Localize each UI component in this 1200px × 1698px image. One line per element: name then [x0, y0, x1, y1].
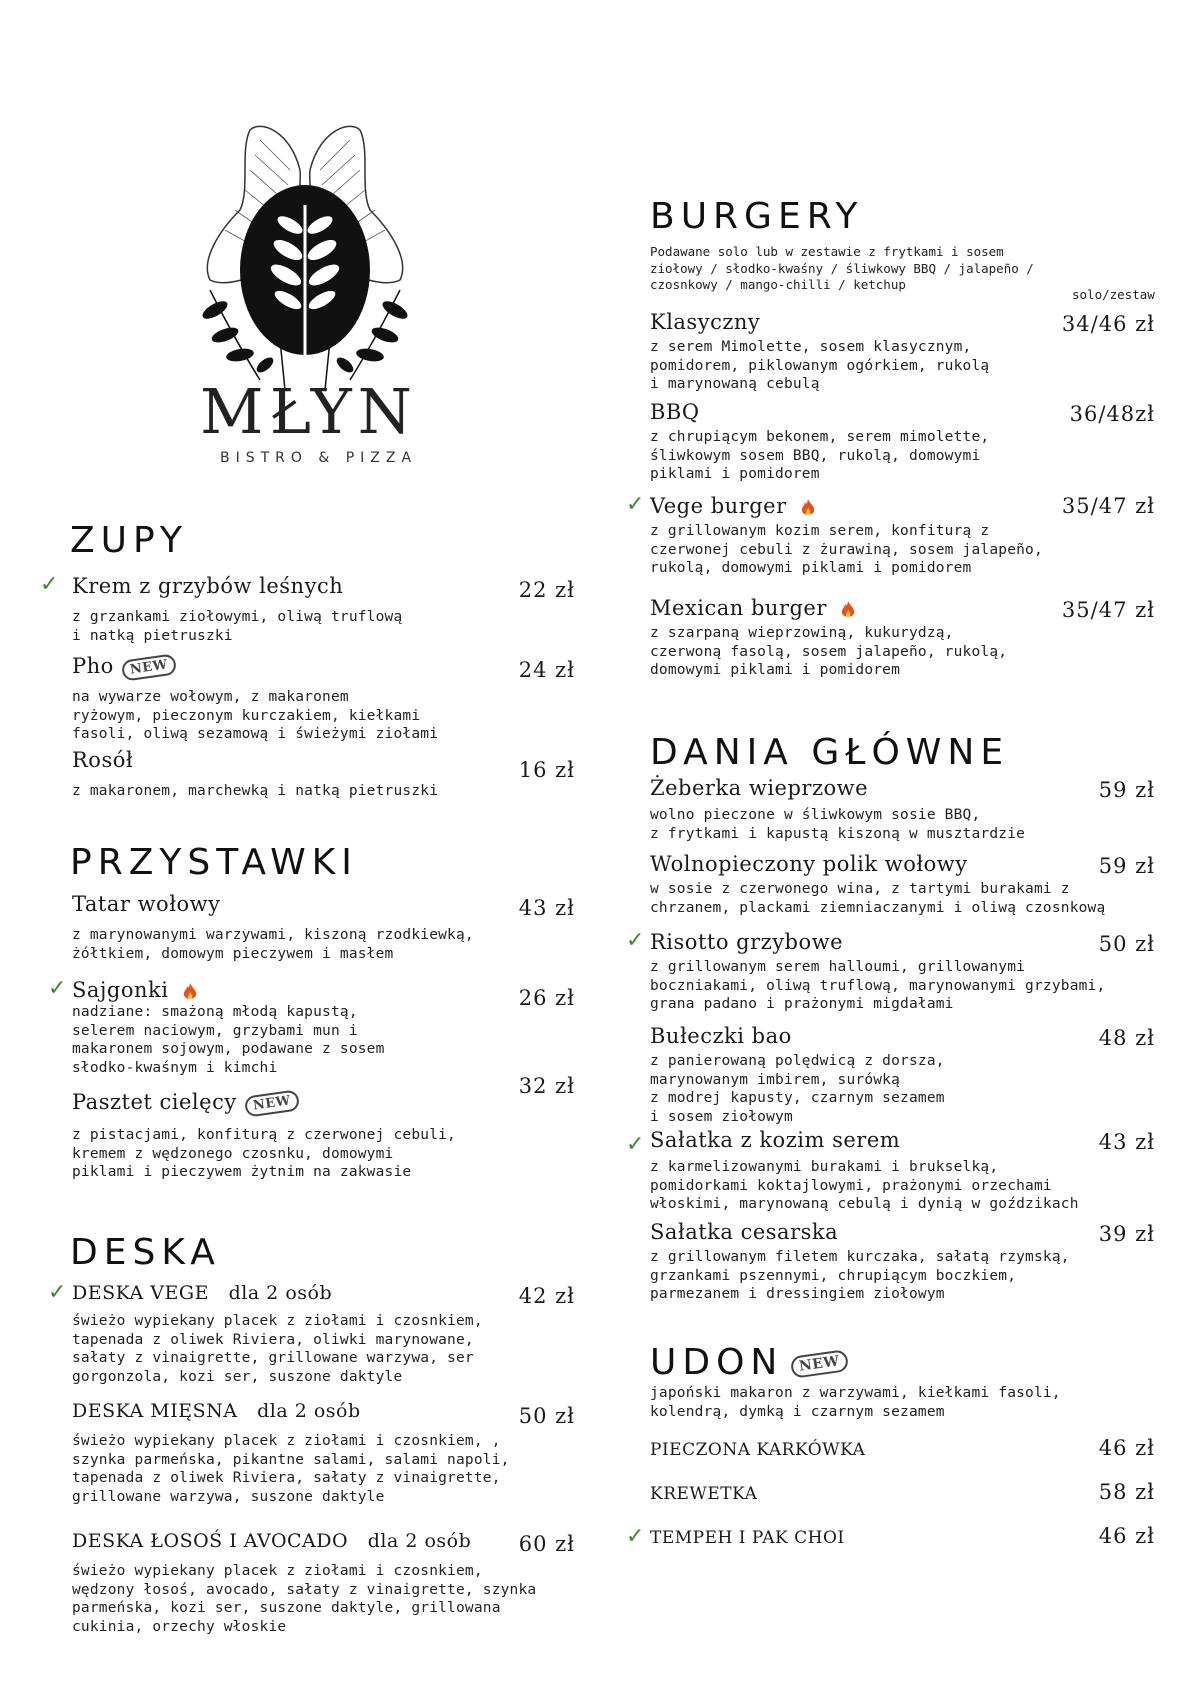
leaf-icon: ✓	[626, 1132, 645, 1157]
item-price: 59 zł	[1098, 854, 1155, 878]
item-price: 58 zł	[1098, 1480, 1155, 1504]
item-name: Klasyczny	[650, 310, 761, 334]
fire-icon	[840, 600, 856, 620]
item-name: KREWETKA	[650, 1484, 758, 1504]
item-name: PIECZONA KARKÓWKA	[650, 1440, 866, 1460]
item-price: 48 zł	[1098, 1026, 1155, 1050]
section-heading-udon: UDON NEW	[650, 1342, 848, 1383]
item-price: 35/47 zł	[1061, 494, 1155, 518]
item-name: Mexican burger	[650, 596, 856, 620]
item-name: Tatar wołowy	[72, 892, 221, 916]
logo-title: MŁYN	[200, 375, 418, 448]
section-heading-zupy: ZUPY	[70, 520, 188, 561]
item-price: 43 zł	[518, 896, 575, 920]
leaf-icon: ✓	[626, 928, 645, 953]
item-name: Sałatka z kozim serem	[650, 1128, 901, 1152]
leaf-icon: ✓	[626, 492, 645, 517]
item-price: 34/46 zł	[1061, 312, 1155, 336]
leaf-icon: ✓	[48, 1280, 67, 1305]
item-description: z makaronem, marchewką i natką pietruszki	[72, 783, 439, 799]
item-description: świeżo wypiekany placek z ziołami i czosnkiem, , szynka parmeńska, pikantne salami, salami napoli, tapenada z oliwek Riviera, sałaty z vinaigrette, grillowane warzywa, suszone daktyle	[72, 1433, 510, 1505]
item-name: Żeberka wieprzowe	[650, 776, 869, 800]
item-price: 50 zł	[518, 1404, 575, 1428]
item-name: DESKA MIĘSNA dla 2 osób	[72, 1400, 361, 1422]
udon-intro: japoński makaron z warzywami, kiełkami fasoli, kolendrą, dymką i czarnym sezamem	[650, 1385, 1061, 1420]
logo	[190, 110, 420, 470]
item-description: z grillowanym kozim serem, konfiturą z czerwonej cebuli z żurawiną, sosem jalapeño, rukolą, domowymi piklami i pomidorem	[650, 523, 1043, 576]
item-description: z panierowaną polędwicą z dorsza, marynowanym imbirem, surówką z modrej kapusty, czarnym sezamem i sosem ziołowym	[650, 1053, 945, 1125]
item-description: z grzankami ziołowymi, oliwą truflową i natką pietruszki	[72, 609, 403, 644]
logo-hands-wheat-icon	[190, 110, 420, 400]
item-price: 24 zł	[518, 658, 575, 682]
item-description: z pistacjami, konfiturą z czerwonej cebuli, kremem z wędzonego czosnku, domowymi piklami i pieczywem żytnim na zakwasie	[72, 1127, 456, 1180]
leaf-icon: ✓	[48, 976, 67, 1001]
price-note: solo/zestaw	[1072, 287, 1155, 302]
item-price: 43 zł	[1098, 1130, 1155, 1154]
item-name: Bułeczki bao	[650, 1024, 792, 1048]
section-heading-przystawki: PRZYSTAWKI	[70, 842, 358, 883]
item-price: 46 zł	[1098, 1436, 1155, 1460]
item-description: na wywarze wołowym, z makaronem ryżowym, pieczonym kurczakiem, kiełkami fasoli, oliwą sezamową i świeżymi ziołami	[72, 689, 439, 742]
item-price: 26 zł	[518, 986, 575, 1010]
new-badge: NEW	[244, 1089, 300, 1117]
item-name: Pho NEW	[72, 654, 176, 678]
item-price: 36/48zł	[1069, 402, 1155, 426]
item-price: 50 zł	[1098, 932, 1155, 956]
item-price: 16 zł	[518, 758, 575, 782]
item-description: z grillowanym filetem kurczaka, sałatą rzymską, grzankami pszennymi, chrupiącym boczkiem, parmezanem i dressingiem ziołowym	[650, 1249, 1070, 1302]
item-description: wolno pieczone w śliwkowym sosie BBQ, z frytkami i kapustą kiszoną w musztardzie	[650, 807, 1026, 842]
leaf-icon: ✓	[626, 1524, 645, 1549]
item-name: DESKA VEGE dla 2 osób	[72, 1282, 333, 1304]
section-heading-dania: DANIA GŁÓWNE	[650, 732, 1010, 773]
item-name: Pasztet cielęcy NEW	[72, 1090, 299, 1114]
item-price: 39 zł	[1098, 1222, 1155, 1246]
item-price: 42 zł	[518, 1284, 575, 1308]
item-description: z karmelizowanymi burakami i brukselką, pomidorkami koktajlowymi, prażonymi orzechami włoskimi, marynowaną cebulą i dynią w goździkach	[650, 1159, 1079, 1212]
item-description: z marynowanymi warzywami, kiszoną rzodkiewką, żółtkiem, domowym pieczywem i masłem	[72, 927, 474, 962]
new-badge: NEW	[121, 653, 177, 681]
item-description: świeżo wypiekany placek z ziołami i czosnkiem, wędzony łosoś, avocado, sałaty z vinaigrette, szynka parmeńska, kozi ser, suszone daktyle, grillowana cukinia, orzechy włoskie	[72, 1563, 537, 1635]
item-name: BBQ	[650, 400, 700, 424]
item-description: z chrupiącym bekonem, serem mimolette, śliwkowym sosem BBQ, rukolą, domowymi piklami i pomidorem	[650, 429, 990, 482]
item-description: z grillowanym serem halloumi, grillowanymi boczniakami, oliwą truflową, marynowanymi grzybami, grana padano i prażonymi migdałami	[650, 959, 1106, 1012]
item-price: 60 zł	[518, 1532, 575, 1556]
section-heading-burgery: BURGERY	[650, 196, 864, 237]
burgery-intro: Podawane solo lub w zestawie z frytkami i sosem ziołowy / słodko-kwaśny / śliwkowy BBQ / jalapeño / czosnkowy / mango-chilli / ketchup	[650, 244, 1034, 292]
item-name: Rosół	[72, 748, 134, 772]
item-name: Sajgonki	[72, 978, 198, 1002]
item-name: Vege burger	[650, 494, 816, 518]
item-price: 59 zł	[1098, 778, 1155, 802]
item-description: świeżo wypiekany placek z ziołami i czosnkiem, tapenada z oliwek Riviera, oliwki marynowane, sałaty z vinaigrette, grillowane warzywa, ser gorgonzola, kozi ser, suszone daktyle	[72, 1313, 483, 1385]
fire-icon	[800, 498, 816, 518]
item-name: Sałatka cesarska	[650, 1220, 839, 1244]
item-description: z serem Mimolette, sosem klasycznym, pomidorem, piklowanym ogórkiem, rukolą i marynowaną cebulą	[650, 339, 990, 392]
new-badge: NEW	[790, 1349, 849, 1379]
item-description: z szarpaną wieprzowiną, kukurydzą, czerwoną fasolą, sosem jalapeño, rukolą, domowymi piklami i pomidorem	[650, 625, 1008, 678]
item-price: 32 zł	[518, 1074, 575, 1098]
item-name: DESKA ŁOSOŚ I AVOCADO dla 2 osób	[72, 1530, 472, 1552]
section-heading-deska: DESKA	[70, 1232, 221, 1273]
item-price: 22 zł	[518, 578, 575, 602]
item-price: 46 zł	[1098, 1524, 1155, 1548]
leaf-icon: ✓	[40, 572, 59, 597]
item-name: Risotto grzybowe	[650, 930, 844, 954]
item-name: Krem z grzybów leśnych	[72, 574, 344, 598]
item-name: Wolnopieczony polik wołowy	[650, 852, 968, 876]
item-description: w sosie z czerwonego wina, z tartymi burakami z chrzanem, plackami ziemniaczanymi i oliwą czosnkową	[650, 881, 1106, 916]
item-price: 35/47 zł	[1061, 598, 1155, 622]
fire-icon	[182, 982, 198, 1002]
item-description: nadziane: smażoną młodą kapustą, selerem naciowym, grzybami mun i makaronem sojowym, podawane z sosem słodko-kwaśnym i kimchi	[72, 1004, 385, 1076]
item-name: TEMPEH I PAK CHOI	[650, 1528, 845, 1548]
logo-subtitle: BISTRO & PIZZA	[220, 450, 418, 466]
